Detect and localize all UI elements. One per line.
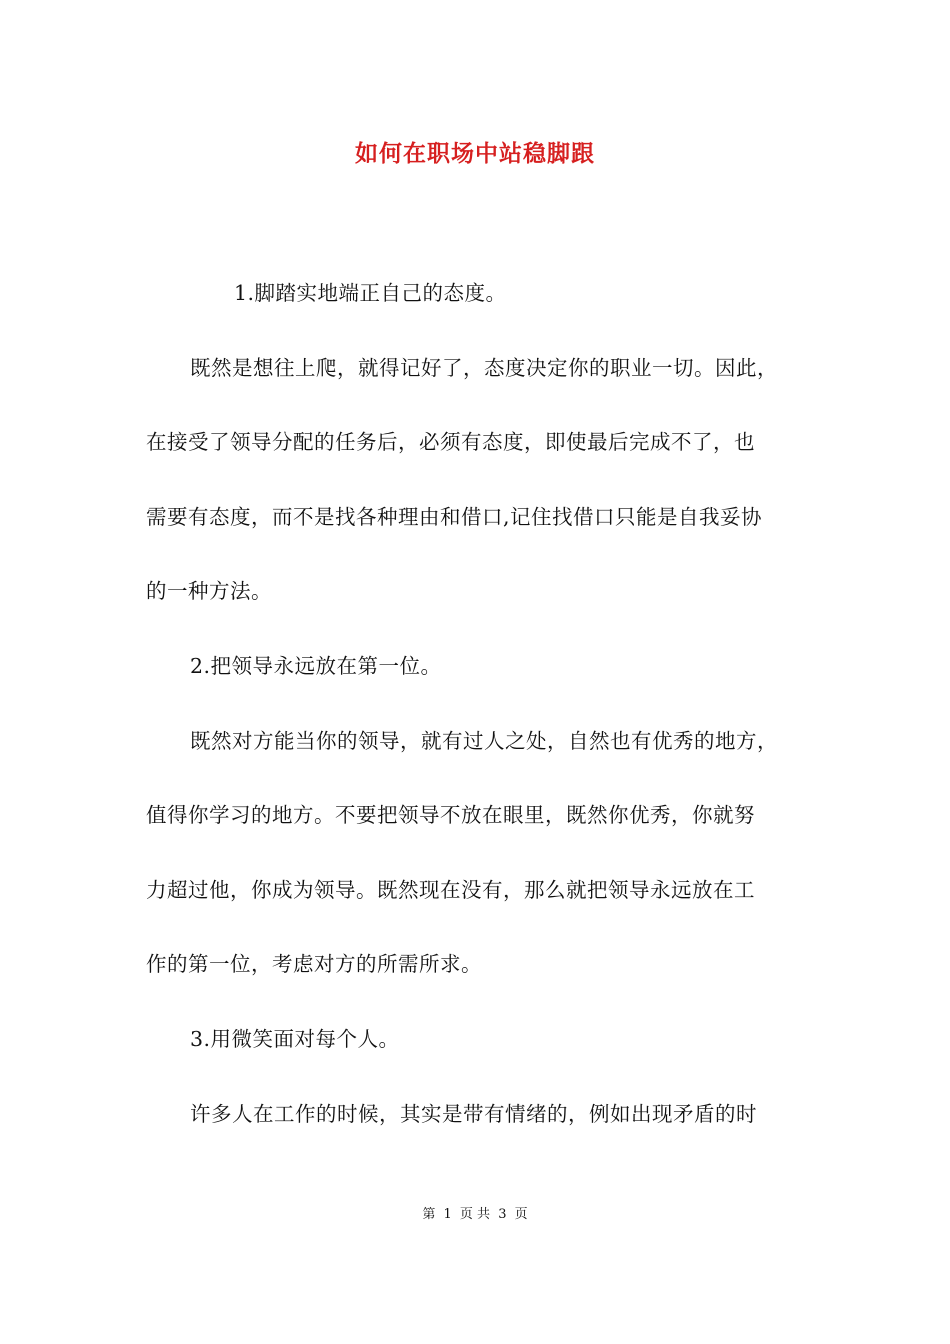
page-footer [0, 1205, 950, 1225]
current-page-number: 1 [443, 1207, 452, 1222]
paragraph-line: 作的第一位，考虑对方的所需所求。 [146, 952, 482, 976]
paragraph-line: 的一种方法。 [146, 579, 272, 603]
footer-prefix: 第 [422, 1207, 436, 1222]
document-title: 如何在职场中站稳脚跟 [355, 140, 595, 167]
paragraph-line: 既然对方能当你的领导，就有过人之处，自然也有优秀的地方， [190, 729, 778, 753]
paragraph-line: 需要有态度，而不是找各种理由和借口,记住找借口只能是自我妥协 [146, 505, 763, 529]
section-heading-1: 1.脚踏实地端正自己的态度。 [234, 281, 507, 305]
paragraph-line: 力超过他，你成为领导。既然现在没有，那么就把领导永远放在工 [146, 878, 755, 902]
total-pages-number: 3 [498, 1207, 507, 1222]
footer-suffix: 页 [514, 1207, 528, 1222]
paragraph-line: 值得你学习的地方。不要把领导不放在眼里，既然你优秀，你就努 [146, 803, 755, 827]
footer-mid: 页 共 [459, 1207, 491, 1222]
paragraph-line: 在接受了领导分配的任务后，必须有态度，即使最后完成不了，也 [146, 430, 755, 454]
section-heading-3: 3.用微笑面对每个人。 [190, 1027, 400, 1051]
section-heading-2: 2.把领导永远放在第一位。 [190, 654, 442, 678]
paragraph-line: 许多人在工作的时候，其实是带有情绪的，例如出现矛盾的时 [190, 1102, 757, 1126]
paragraph-line: 既然是想往上爬，就得记好了，态度决定你的职业一切。因此， [190, 356, 778, 380]
